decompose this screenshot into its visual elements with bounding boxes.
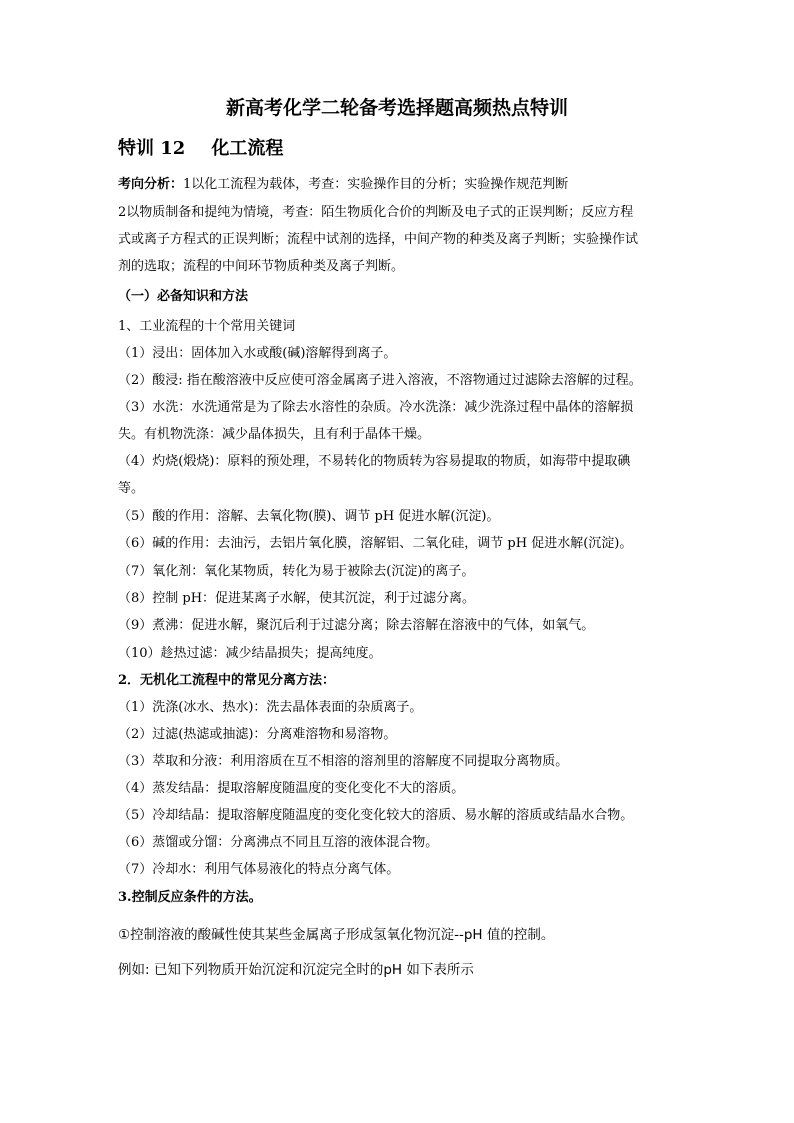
keyword-item: 失。有机物洗涤：减少晶体损失，且有利于晶体干燥。 xyxy=(118,427,431,442)
keyword-item: 等。 xyxy=(118,481,145,496)
section2-heading: 2．无机化工流程中的常见分离方法： xyxy=(118,673,336,688)
separation-item: （1）洗涤(冰水、热水)：洗去晶体表面的杂质离子。 xyxy=(118,700,423,715)
analysis-line: 考向分析：1以化工流程为载体，考查：实验操作目的分析；实验操作规范判断 xyxy=(118,177,569,192)
separation-item: （6）蒸馏或分馏：分离沸点不同且互溶的液体混合物。 xyxy=(118,835,439,850)
separation-item: （4）蒸发结晶：提取溶解度随温度的变化变化不大的溶质。 xyxy=(118,781,465,796)
separation-item: （7）冷却水：利用气体易液化的特点分离气体。 xyxy=(118,862,400,877)
training-number: 特训 12 xyxy=(118,138,186,159)
analysis-line: 2以物质制备和提纯为情境，考查：陌生物质化合价的判断及电子式的正误判断；反应方程 xyxy=(118,205,634,220)
keyword-item: （3）水洗：水洗通常是为了除去水溶性的杂质。冷水洗涤：减少洗涤过程中晶体的溶解损 xyxy=(118,400,634,415)
keyword-item: （9）煮沸：促进水解，聚沉后利于过滤分离；除去溶解在溶液中的气体，如氧气。 xyxy=(118,618,595,633)
separation-item: （3）萃取和分液：利用溶质在互不相溶的溶剂里的溶解度不同提取分离物质。 xyxy=(118,754,569,769)
keyword-item: （4）灼烧(煅烧)：原料的预处理，不易转化的物质转为容易提取的物质，如海带中提取碘 xyxy=(118,454,631,469)
section1-subheading: 1、工业流程的十个常用关键词 xyxy=(118,319,296,334)
keyword-item: （2）酸浸: 指在酸溶液中反应使可溶金属离子进入溶液，不溶物通过过滤除去溶解的过程。 xyxy=(118,373,642,388)
section1-heading: （一）必备知识和方法 xyxy=(118,289,249,304)
keyword-item: （7）氧化剂：氧化某物质，转化为易于被除去(沉淀)的离子。 xyxy=(118,564,475,579)
analysis-line: 剂的选取；流程的中间环节物质种类及离子判断。 xyxy=(118,259,405,274)
analysis-line: 式或离子方程式的正误判断；流程中试剂的选择，中间产物的种类及离子判断；实验操作试 xyxy=(118,232,639,247)
separation-item: （2）过滤(热滤或抽滤)：分离难溶物和易溶物。 xyxy=(118,727,397,742)
separation-item: （5）冷却结晶：提取溶解度随温度的变化变化较大的溶质、易水解的溶质或结晶水合物。 xyxy=(118,808,634,823)
section3-line: 例如: 已知下列物质开始沉淀和沉淀完全时的pH 如下表所示 xyxy=(118,962,474,978)
keyword-item: （1）浸出：固体加入水或酸(碱)溶解得到离子。 xyxy=(118,346,397,361)
keyword-item: （5）酸的作用：溶解、去氧化物(膜)、调节 pH 促进水解(沉淀)。 xyxy=(118,509,500,524)
section3-line: ①控制溶液的酸碱性使其某些金属离子形成氢氧化物沉淀--pH 值的控制。 xyxy=(118,927,555,943)
keyword-item: （10）趁热过滤：减少结晶损失；提高纯度。 xyxy=(118,646,382,661)
analysis-label: 考向分析： xyxy=(118,177,184,192)
training-topic: 化工流程 xyxy=(211,138,284,159)
keyword-item: （6）碱的作用：去油污，去铝片氧化膜，溶解铝、二氧化硅，调节 pH 促进水解(沉淀)。 xyxy=(118,536,633,551)
document-title: 新高考化学二轮备考选择题高频热点特训 xyxy=(225,97,568,119)
keyword-item: （8）控制 pH：促进某离子水解，使其沉淀，利于过滤分离。 xyxy=(118,591,476,606)
section-subtitle xyxy=(118,137,283,161)
section3-heading: 3.控制反应条件的方法。 xyxy=(118,890,262,905)
